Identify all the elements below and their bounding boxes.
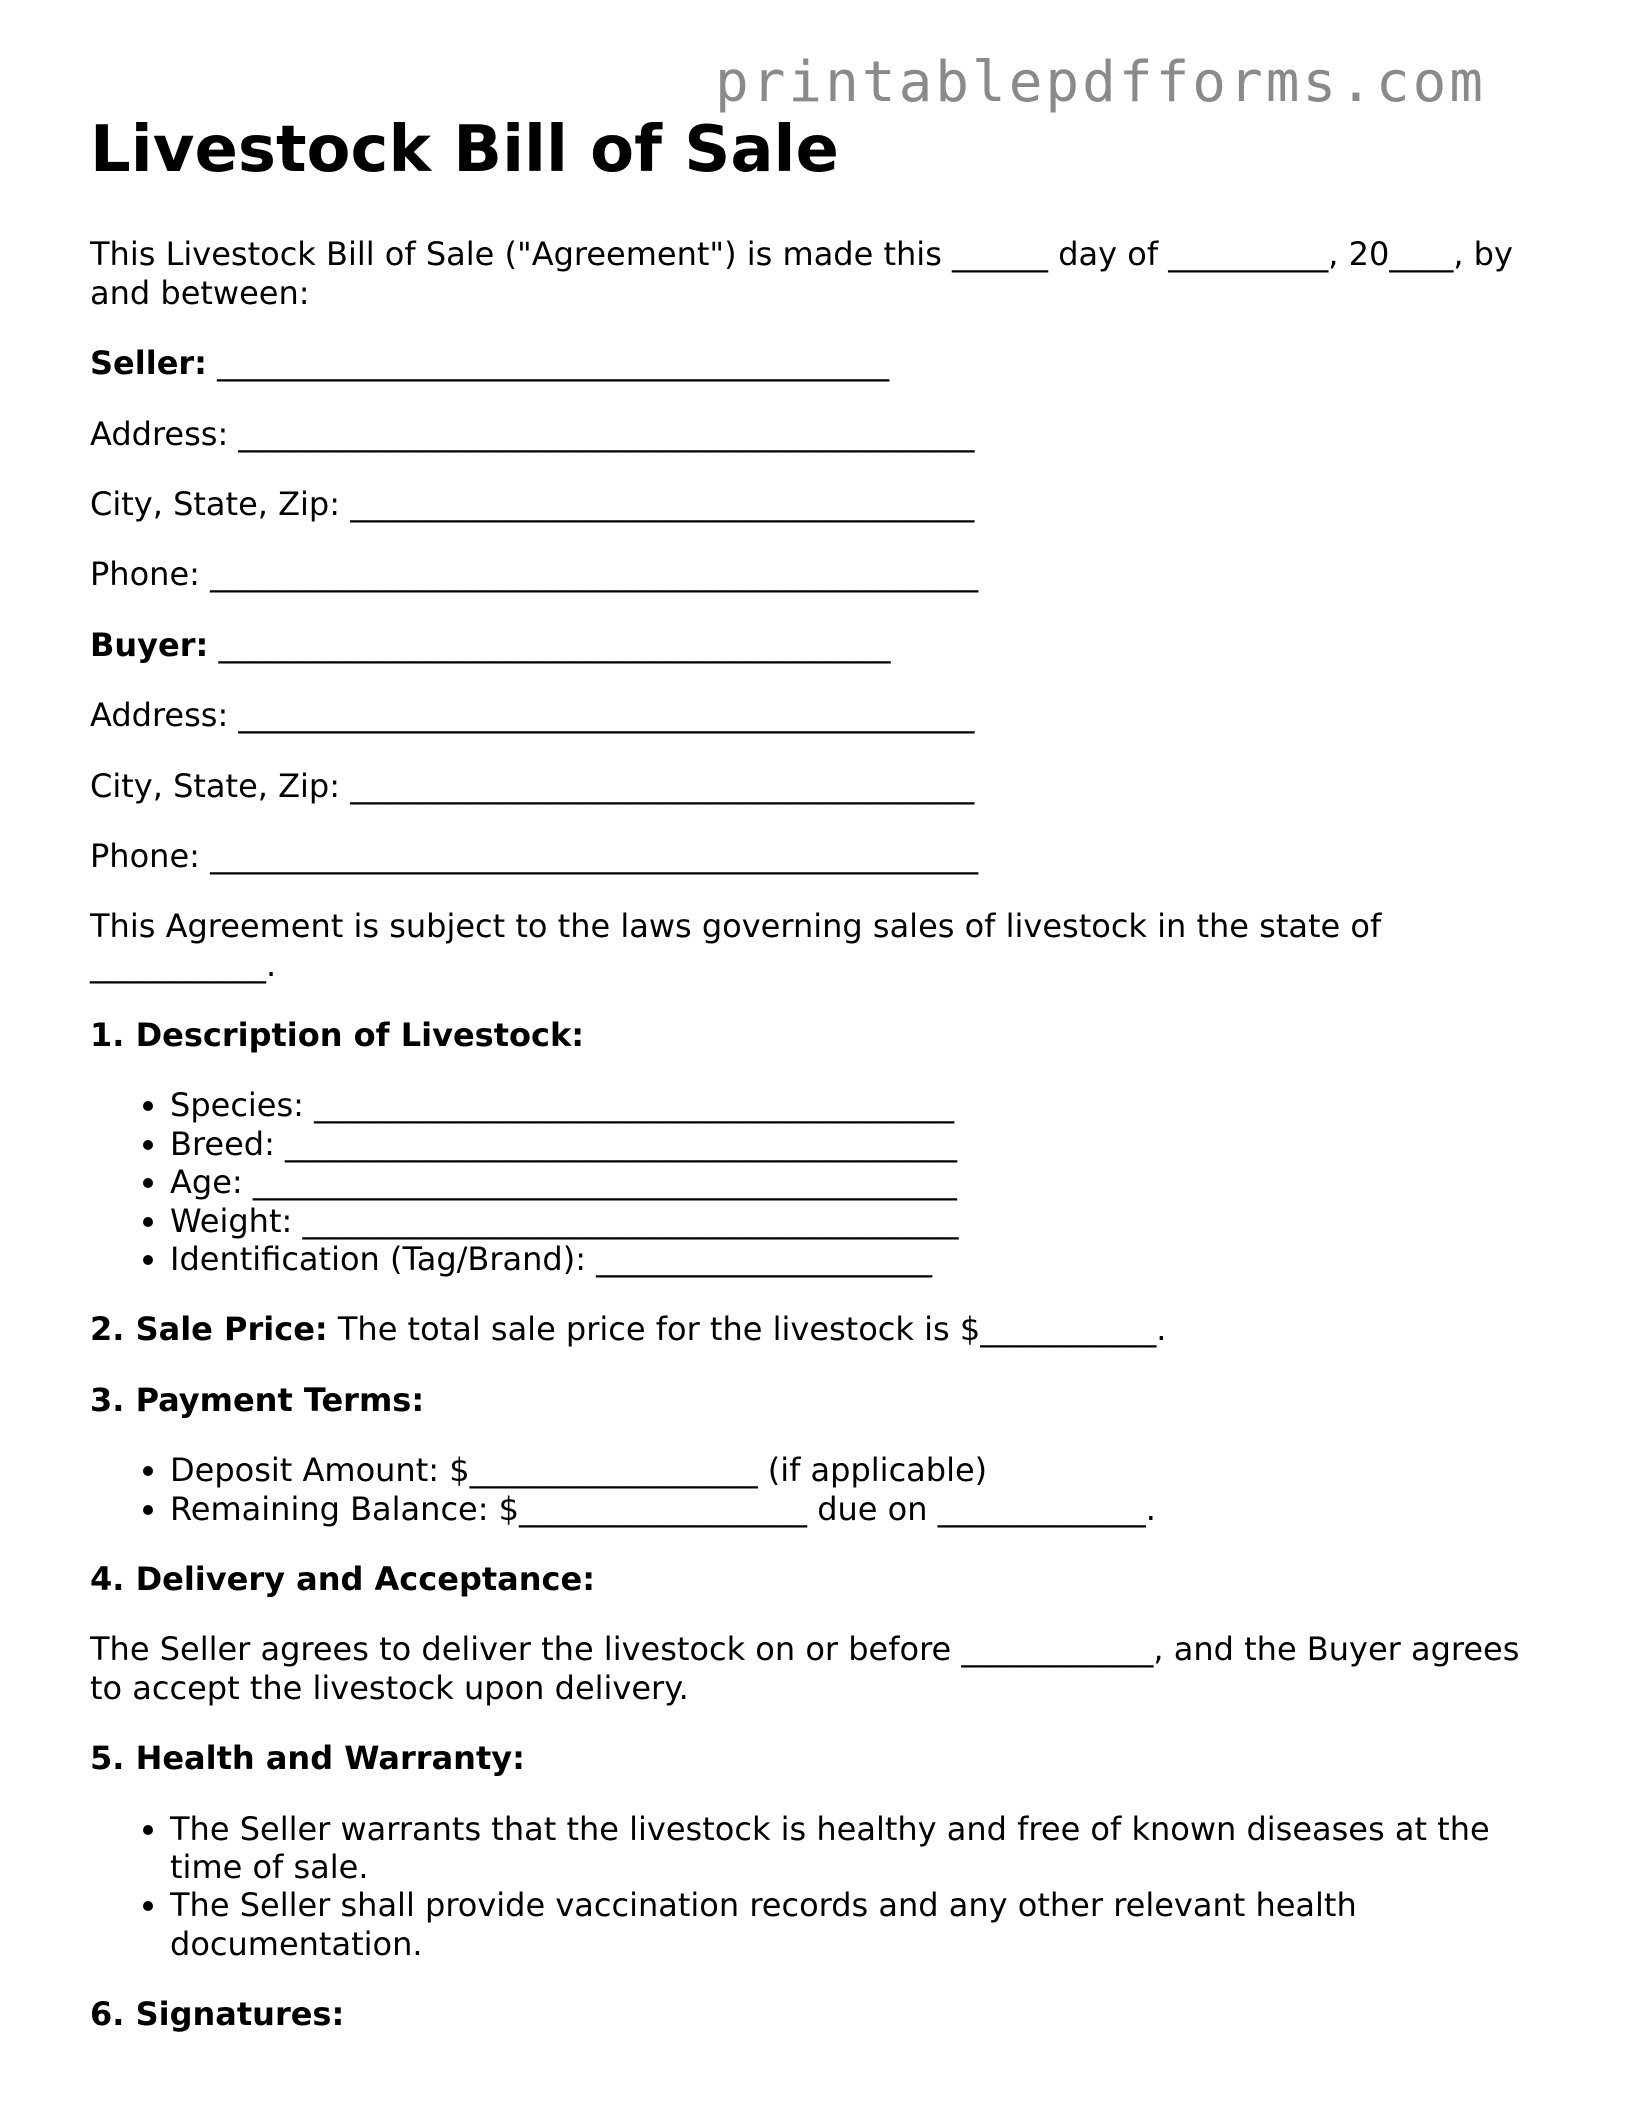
payment-terms-list <box>90 1451 1540 1528</box>
intro-paragraph: This Livestock Bill of Sale ("Agreement") is made this ______ day of __________, 20____, by and between: <box>90 235 1513 312</box>
list-item[interactable]: • Deposit Amount: $__________________ (if applicable) <box>170 1451 1540 1489</box>
buyer-name-line[interactable]: __________________________________________ <box>208 625 891 664</box>
document-body <box>90 115 1540 2066</box>
section-5-heading: 5. Health and Warranty: <box>90 1739 525 1778</box>
watermark: printablepdfforms.com <box>715 50 1487 115</box>
section-6-heading: 6. Signatures: <box>90 1995 345 2034</box>
buyer-phone-field[interactable]: Phone: ________________________________________________ <box>90 836 979 875</box>
list-item[interactable]: • Weight: _________________________________________ <box>170 1202 1540 1240</box>
section-4-heading: 4. Delivery and Acceptance: <box>90 1559 595 1598</box>
list-item[interactable]: • Breed: __________________________________________ <box>170 1125 1540 1163</box>
governing-law-paragraph: This Agreement is subject to the laws governing sales of livestock in the state of ___________. <box>90 907 1382 984</box>
seller-name-line[interactable]: __________________________________________ <box>206 344 890 383</box>
section-3-heading: 3. Payment Terms: <box>90 1380 425 1419</box>
sale-price-paragraph <box>90 1310 1540 1348</box>
seller-name-field <box>90 344 1540 382</box>
seller-city-field[interactable]: City, State, Zip: _______________________________________ <box>90 484 975 523</box>
list-item[interactable]: • Remaining Balance: $__________________ due on _____________. <box>170 1490 1540 1528</box>
delivery-paragraph: The Seller agrees to deliver the livestock on or before ____________, and the Buyer agrees to accept the livestock upon delivery. <box>90 1630 1520 1707</box>
page-title: Livestock Bill of Sale <box>90 113 839 187</box>
section-1-heading: 1. Description of Livestock: <box>90 1016 585 1055</box>
seller-label: Seller: <box>90 344 207 383</box>
seller-address-field[interactable]: Address: ______________________________________________ <box>90 414 975 453</box>
buyer-name-field <box>90 626 1540 664</box>
seller-phone-field[interactable]: Phone: ________________________________________________ <box>90 555 979 594</box>
buyer-city-field[interactable]: City, State, Zip: _______________________________________ <box>90 766 975 805</box>
buyer-address-field[interactable]: Address: ______________________________________________ <box>90 696 975 735</box>
warranty-list <box>90 1810 1540 1964</box>
list-item: • The Seller shall provide vaccination records and any other relevant health documentation. <box>170 1886 1540 1963</box>
section-2-heading: 2. Sale Price: <box>90 1310 328 1349</box>
livestock-description-list <box>90 1086 1540 1278</box>
list-item[interactable]: • Age: ____________________________________________ <box>170 1163 1540 1201</box>
list-item[interactable]: • Identification (Tag/Brand): _____________________ <box>170 1240 1540 1278</box>
list-item[interactable]: • Species: ________________________________________ <box>170 1086 1540 1124</box>
buyer-label: Buyer: <box>90 625 209 664</box>
list-item: • The Seller warrants that the livestock is healthy and free of known diseases at the time of sale. <box>170 1810 1540 1887</box>
sale-price-text[interactable]: The total sale price for the livestock is $___________. <box>327 1310 1167 1349</box>
